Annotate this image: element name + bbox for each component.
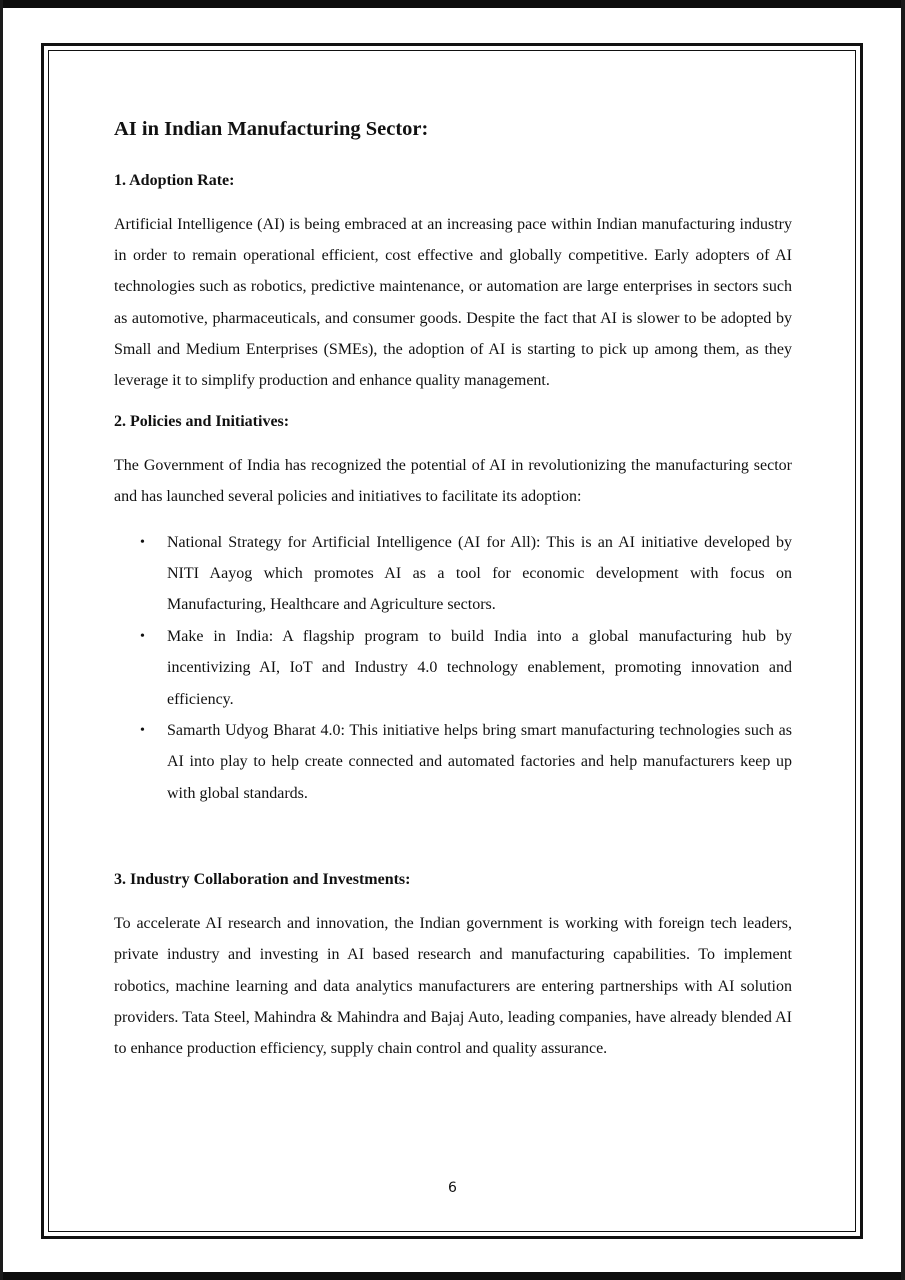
list-item-text: Make in India: A flagship program to build India into a global manufacturing hub by incentivizing AI, IoT and Industry 4.0 technology enablement, promoting innovation and efficiency. — [167, 627, 792, 708]
photo-edge-right — [901, 0, 905, 1280]
paragraph-industry-collaboration: To accelerate AI research and innovation, the Indian government is working with foreign tech leaders, private industry and investing in AI based research and manufacturing capabilities. To implement robotics, machine learning and data analytics manufacturers are entering partnerships with AI solution providers. Tata Steel, Mahindra & Mahindra and Bajaj Auto, leading companies, have already blended AI to enhance production efficiency, supply chain control and quality assurance. — [114, 915, 792, 1058]
list-item — [114, 715, 792, 809]
photo-edge-top — [0, 0, 905, 8]
heading-industry-collaboration: 3. Industry Collaboration and Investments: — [114, 871, 411, 889]
photo-edge-left — [0, 0, 3, 1280]
initiatives-list — [114, 527, 792, 810]
list-item-text: National Strategy for Artificial Intelligence (AI for All): This is an AI initiative developed by NITI Aayog which promotes AI as a tool for economic development with focus on Manufacturing, Healthcare and Agriculture sectors. — [167, 533, 792, 614]
heading-policies-initiatives: 2. Policies and Initiatives: — [114, 413, 290, 431]
bullet-icon: • — [140, 534, 145, 550]
paragraph-adoption-rate: Artificial Intelligence (AI) is being embraced at an increasing pace within Indian manufacturing industry in order to remain operational efficient, cost effective and globally competitive. Early adopters of AI technologies such as robotics, predictive maintenance, or automation are large enterprises in sectors such as automotive, pharmaceuticals, and consumer goods. Despite the fact that AI is slower to be adopted by Small and Medium Enterprises (SMEs), the adoption of AI is starting to pick up among them, as they leverage it to simplify production and enhance quality management. — [114, 216, 792, 390]
bullet-icon: • — [140, 628, 145, 644]
photo-edge-bottom — [0, 1272, 905, 1280]
list-item — [114, 527, 792, 621]
document-title: AI in Indian Manufacturing Sector: — [114, 118, 429, 140]
list-item — [114, 621, 792, 715]
list-item-text: Samarth Udyog Bharat 4.0: This initiative helps bring smart manufacturing technologies such as AI into play to help create connected and automated factories and help manufacturers keep up with global standards. — [167, 722, 792, 802]
page-number: 6 — [448, 1180, 457, 1196]
bullet-icon: • — [140, 723, 145, 739]
heading-adoption-rate: 1. Adoption Rate: — [114, 172, 235, 189]
paragraph-policies-intro: The Government of India has recognized the potential of AI in revolutionizing the manufacturing sector and has launched several policies and initiatives to facilitate its adoption: — [114, 457, 792, 506]
document-content — [114, 114, 792, 1064]
